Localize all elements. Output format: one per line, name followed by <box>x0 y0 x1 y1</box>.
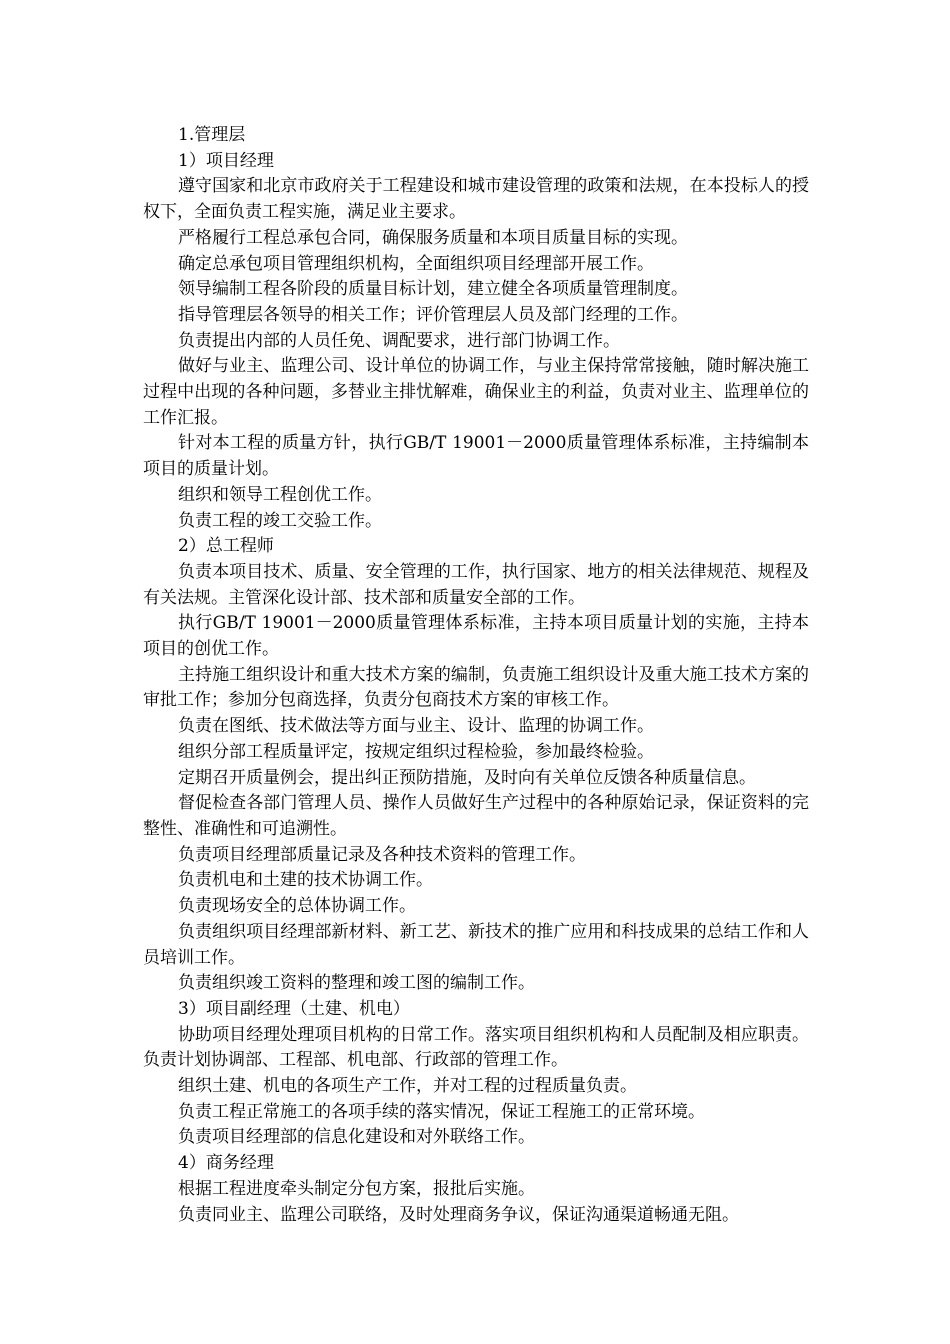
body-paragraph: 负责本项目技术、质量、安全管理的工作，执行国家、地方的相关法律规范、规程及有关法规。主管深化设计部、技术部和质量安全部的工作。 <box>143 561 809 608</box>
body-paragraph: 定期召开质量例会，提出纠正预防措施，及时向有关单位反馈各种质量信息。 <box>178 767 756 788</box>
body-paragraph: 领导编制工程各阶段的质量目标计划，建立健全各项质量管理制度。 <box>178 279 688 300</box>
body-paragraph: 负责机电和土建的技术协调工作。 <box>178 870 433 891</box>
body-paragraph: 负责现场安全的总体协调工作。 <box>178 896 416 917</box>
section-heading: 1）项目经理 <box>178 150 274 171</box>
body-paragraph: 负责组织项目经理部新材料、新工艺、新技术的推广应用和科技成果的总结工作和人员培训工作。 <box>143 921 809 968</box>
document-body <box>143 123 809 1228</box>
body-paragraph: 组织分部工程质量评定，按规定组织过程检验，参加最终检验。 <box>178 741 654 762</box>
section-heading: 3）项目副经理（土建、机电） <box>178 998 410 1019</box>
body-paragraph: 负责项目经理部质量记录及各种技术资料的管理工作。 <box>178 844 586 865</box>
body-paragraph: 督促检查各部门管理人员、操作人员做好生产过程中的各种原始记录，保证资料的完整性、准确性和可追溯性。 <box>143 793 809 839</box>
body-paragraph: 负责提出内部的人员任免、调配要求，进行部门协调工作。 <box>178 330 620 351</box>
body-paragraph: 负责组织竣工资料的整理和竣工图的编制工作。 <box>178 973 535 994</box>
body-paragraph: 负责在图纸、技术做法等方面与业主、设计、监理的协调工作。 <box>178 716 654 737</box>
body-paragraph: 组织土建、机电的各项生产工作，并对工程的过程质量负责。 <box>178 1076 637 1097</box>
body-paragraph: 主持施工组织设计和重大技术方案的编制，负责施工组织设计及重大施工技术方案的审批工作；参加分包商选择，负责分包商技术方案的审核工作。 <box>143 664 809 711</box>
section-heading: 2）总工程师 <box>178 536 274 557</box>
body-paragraph: 负责工程的竣工交验工作。 <box>178 510 382 531</box>
body-paragraph: 负责项目经理部的信息化建设和对外联络工作。 <box>178 1127 535 1148</box>
section-heading: 4）商务经理 <box>178 1153 274 1174</box>
body-paragraph: 组织和领导工程创优工作。 <box>178 484 382 505</box>
body-paragraph: 执行GB/T 19001－2000质量管理体系标准，主持本项目质量计划的实施，主持本项目的创优工作。 <box>143 613 809 660</box>
body-paragraph: 针对本工程的质量方针，执行GB/T 19001－2000质量管理体系标准，主持编制本项目的质量计划。 <box>143 433 809 480</box>
body-paragraph: 指导管理层各领导的相关工作；评价管理层人员及部门经理的工作。 <box>178 304 688 325</box>
body-paragraph: 做好与业主、监理公司、设计单位的协调工作，与业主保持常常接触，随时解决施工过程中出现的各种问题，多替业主排忧解难，确保业主的利益，负责对业主、监理单位的工作汇报。 <box>143 356 809 428</box>
body-paragraph: 协助项目经理处理项目机构的日常工作。落实项目组织机构和人员配制及相应职责。负责计划协调部、工程部、机电部、行政部的管理工作。 <box>143 1024 809 1071</box>
body-paragraph: 遵守国家和北京市政府关于工程建设和城市建设管理的政策和法规，在本投标人的授权下，全面负责工程实施，满足业主要求。 <box>143 176 809 223</box>
section-heading: 1.管理层 <box>178 125 246 145</box>
body-paragraph: 严格履行工程总承包合同，确保服务质量和本项目质量目标的实现。 <box>178 227 688 248</box>
body-paragraph: 负责同业主、监理公司联络，及时处理商务争议，保证沟通渠道畅通无阻。 <box>178 1204 739 1225</box>
body-paragraph: 负责工程正常施工的各项手续的落实情况，保证工程施工的正常环境。 <box>178 1101 705 1122</box>
body-paragraph: 确定总承包项目管理组织机构，全面组织项目经理部开展工作。 <box>178 253 654 274</box>
body-paragraph: 根据工程进度牵头制定分包方案，报批后实施。 <box>178 1178 535 1199</box>
